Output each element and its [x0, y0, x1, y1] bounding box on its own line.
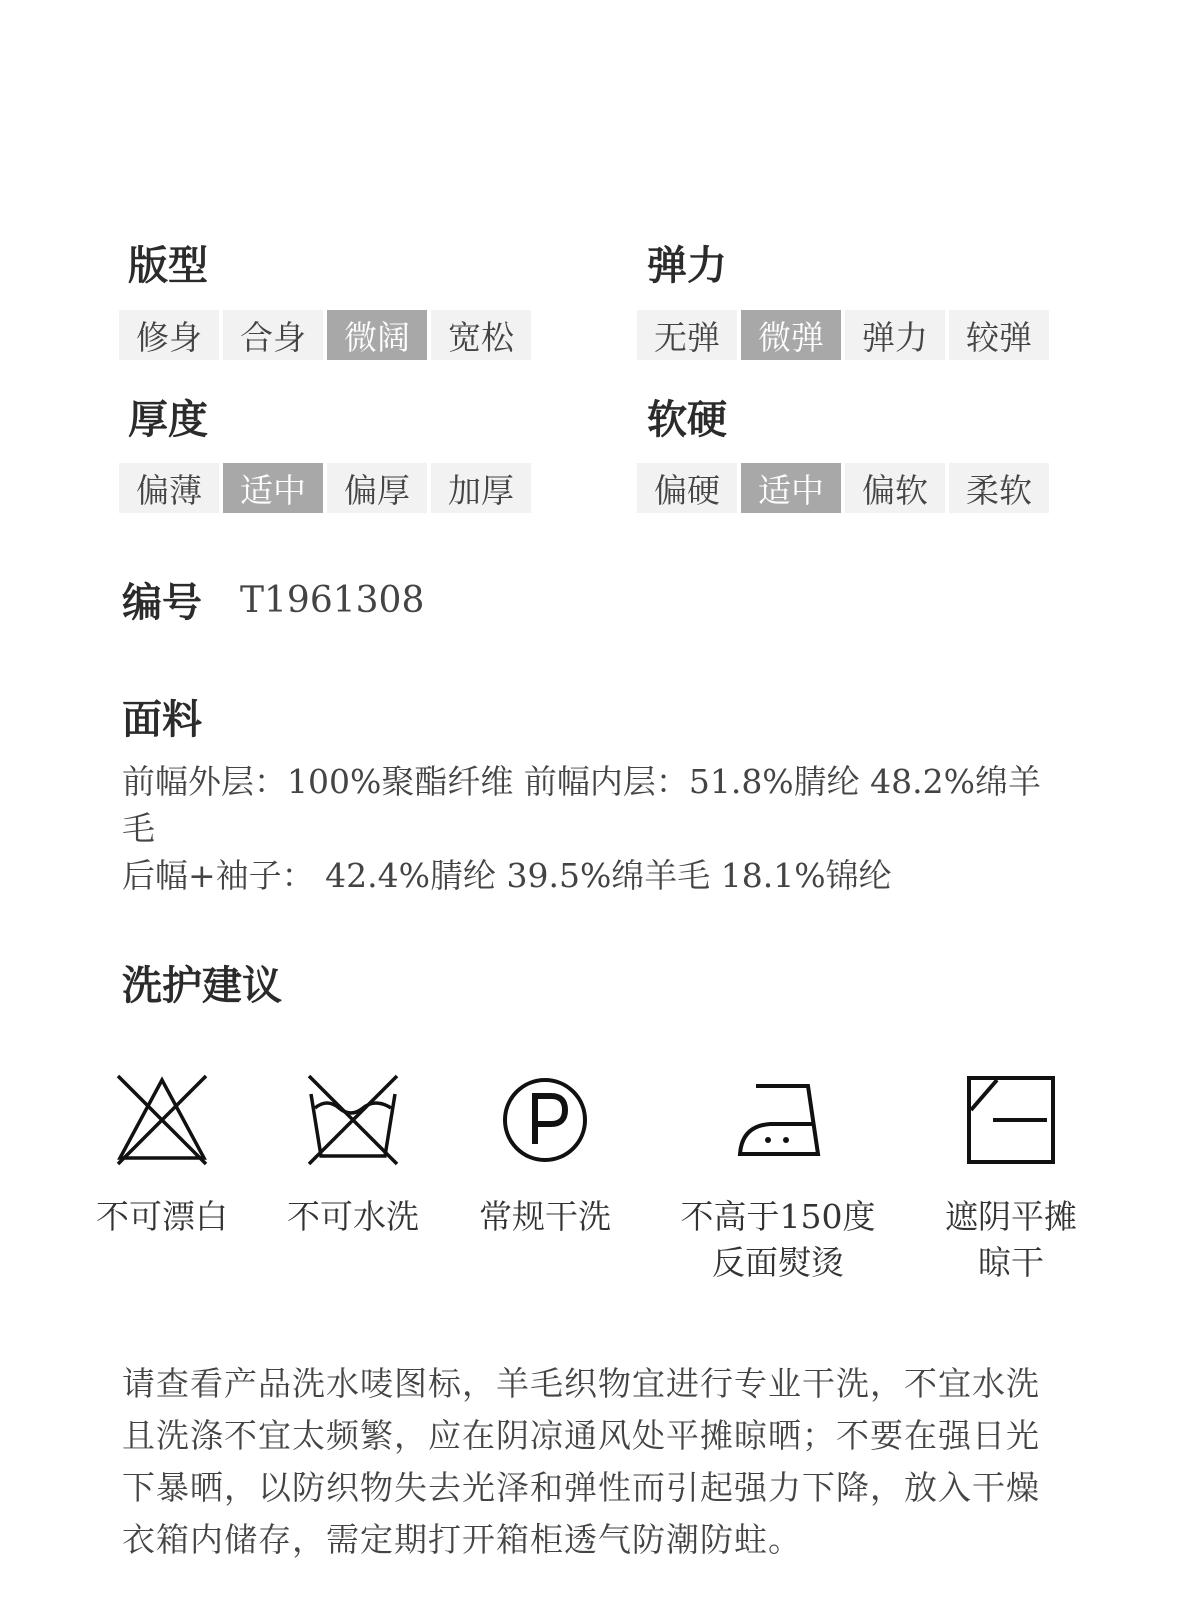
code-label: 编号 [122, 580, 202, 626]
elasticity-option: 较弹 [949, 310, 1049, 360]
code-value: T1961308 [240, 580, 425, 621]
shade-dry-flat-icon [963, 1072, 1059, 1168]
care-item-shade-dry-flat [901, 1072, 1121, 1286]
care-item-no-bleach [52, 1072, 272, 1240]
no-wash-icon [305, 1072, 401, 1168]
elasticity-option-selected: 微弹 [741, 310, 841, 360]
fabric-line-front: 前幅外层：100%聚酯纤维 前幅内层：51.8%腈纶 48.2%绵羊毛 [122, 762, 1041, 848]
softness-option: 偏软 [845, 463, 945, 513]
softness-options [637, 463, 1049, 513]
care-item-no-wash [243, 1072, 463, 1240]
care-item-dry-clean [435, 1072, 655, 1240]
elasticity-title: 弹力 [647, 243, 727, 289]
care-label: 遮阴平摊 晾干 [945, 1197, 1077, 1282]
dry-clean-p-icon [497, 1072, 593, 1168]
fit-option: 合身 [223, 310, 323, 360]
fit-option-selected: 微阔 [327, 310, 427, 360]
care-label: 不高于150度 反面熨烫 [680, 1197, 876, 1282]
softness-option: 柔软 [949, 463, 1049, 513]
elasticity-option: 弹力 [845, 310, 945, 360]
fabric-title: 面料 [122, 697, 202, 743]
care-note: 请查看产品洗水唛图标，羊毛织物宜进行专业干洗，不宜水洗且洗涤不宜太频繁，应在阴凉通风处平摊晾晒；不要在强日光下暴晒，以防织物失去光泽和弹性而引起强力下降，放入干燥衣箱内储存，需定期打开箱柜透气防潮防蛀。 [122, 1364, 1040, 1559]
softness-option-selected: 适中 [741, 463, 841, 513]
care-label: 不可漂白 [96, 1197, 228, 1236]
fit-options [119, 310, 531, 360]
care-label: 不可水洗 [287, 1197, 419, 1236]
elasticity-options [637, 310, 1049, 360]
fit-option: 修身 [119, 310, 219, 360]
iron-icon [730, 1072, 826, 1168]
softness-title: 软硬 [647, 397, 727, 443]
elasticity-option: 无弹 [637, 310, 737, 360]
fit-option: 宽松 [431, 310, 531, 360]
fit-title: 版型 [128, 243, 208, 289]
thickness-option-selected: 适中 [223, 463, 323, 513]
care-title: 洗护建议 [122, 963, 282, 1009]
fabric-line-back: 后幅+袖子： 42.4%腈纶 39.5%绵羊毛 18.1%锦纶 [122, 856, 892, 895]
thickness-options [119, 463, 531, 513]
thickness-option: 加厚 [431, 463, 531, 513]
care-label: 常规干洗 [479, 1197, 611, 1236]
care-item-iron [668, 1072, 888, 1286]
thickness-option: 偏薄 [119, 463, 219, 513]
fabric-composition [122, 758, 1072, 899]
thickness-title: 厚度 [128, 397, 208, 443]
no-bleach-icon [114, 1072, 210, 1168]
thickness-option: 偏厚 [327, 463, 427, 513]
softness-option: 偏硬 [637, 463, 737, 513]
